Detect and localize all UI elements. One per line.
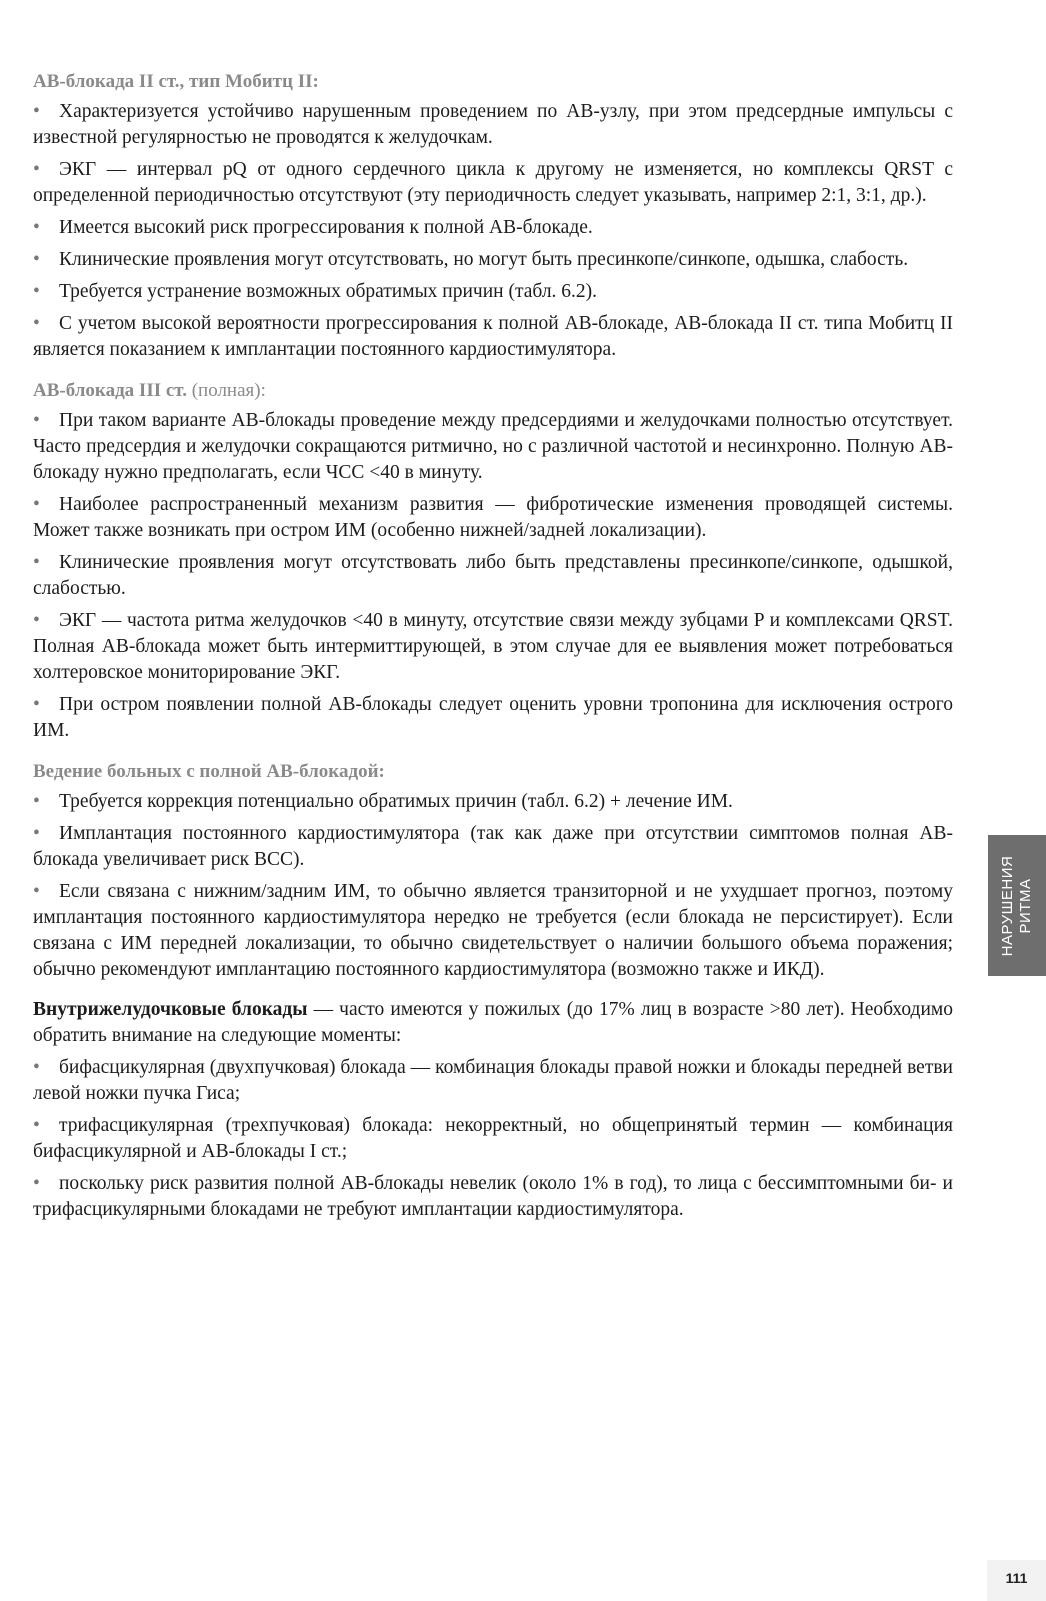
bullet-item xyxy=(33,408,953,486)
intro-paragraph xyxy=(33,997,953,1049)
bullet-item xyxy=(33,492,953,544)
bullet-text: ЭКГ — частота ритма желудочков <40 в минуту, отсутствие связи между зубцами P и комплексами QRST. Полная АВ-блокада может быть интермиттирующей, в этом случае для ее выявления может потребоваться холтеровское мониторирование ЭКГ. xyxy=(33,610,953,683)
bullet-text: Клинические проявления могут отсутствовать либо быть представлены пресинкопе/синкопе, одышкой, слабостью. xyxy=(33,552,953,599)
bullet-dot: • xyxy=(33,1057,40,1078)
bullet-text: бифасцикулярная (двухпучковая) блокада — комбинация блокады правой ножки и блокады передней ветви левой ножки пучка Гиса; xyxy=(33,1057,953,1104)
bullet-text: С учетом высокой вероятности прогрессирования к полной АВ-блокаде, АВ-блокада II ст. типа Мобитц II является показанием к имплантации постоянного кардиостимулятора. xyxy=(33,313,953,360)
bullet-text: Требуется устранение возможных обратимых причин (табл. 6.2). xyxy=(59,281,598,302)
bullet-list xyxy=(33,789,953,983)
bullet-text: ЭКГ — интервал pQ от одного сердечного цикла к другому не изменяется, но комплексы QRST с определенной периодичностью отсутствуют (эту периодичность следует указывать, например 2:1, 3:1, др.). xyxy=(33,159,953,206)
bullet-text: Клинические проявления могут отсутствовать, но могут быть пресинкопе/синкопе, одышка, слабость. xyxy=(59,249,909,270)
chapter-side-tab xyxy=(988,835,1046,976)
section-heading: Ведение больных с полной АВ-блокадой: xyxy=(33,761,385,782)
bullet-text: При остром появлении полной АВ-блокады следует оценить уровни тропонина для исключения острого ИМ. xyxy=(33,694,953,741)
bullet-dot: • xyxy=(33,791,40,812)
bullet-text: Имплантация постоянного кардиостимулятора (так как даже при отсутствии симптомов полная АВ-блокада увеличивает риск ВСС). xyxy=(33,823,953,870)
bullet-item xyxy=(33,821,953,873)
bullet-dot: • xyxy=(33,410,40,431)
bullet-item xyxy=(33,311,953,363)
bullet-dot: • xyxy=(33,313,40,334)
bullet-dot: • xyxy=(33,881,40,902)
bullet-text: трифасцикулярная (трехпучковая) блокада: некорректный, но общепринятый термин — комбинация бифасцикулярной и АВ-блокады I ст.; xyxy=(33,1115,953,1162)
page-content xyxy=(33,68,953,1237)
bullet-item xyxy=(33,215,953,241)
bullet-dot: • xyxy=(33,610,40,631)
bullet-dot: • xyxy=(33,823,40,844)
bullet-list xyxy=(33,99,953,363)
bullet-item xyxy=(33,157,953,209)
section-intraventricular xyxy=(33,997,953,1223)
bullet-dot: • xyxy=(33,249,40,270)
bullet-dot: • xyxy=(33,281,40,302)
bullet-dot: • xyxy=(33,494,40,515)
bullet-item xyxy=(33,692,953,744)
section-heading: АВ-блокада II ст., тип Мобитц II: xyxy=(33,71,319,92)
bullet-dot: • xyxy=(33,159,40,180)
bullet-dot: • xyxy=(33,217,40,238)
bullet-text: Имеется высокий риск прогрессирования к полной АВ-блокаде. xyxy=(59,217,593,238)
bullet-item xyxy=(33,1113,953,1165)
bullet-item xyxy=(33,99,953,151)
bullet-list xyxy=(33,408,953,744)
bullet-dot: • xyxy=(33,1173,40,1194)
bullet-text: Если связана с нижним/задним ИМ, то обычно является транзиторной и не ухудшает прогноз, поэтому имплантация постоянного кардиостимулятора нередко не требуется (если блокада не персистирует). Если связана с ИМ передней локализации, то обычно свидетельствует о наличии большого объема поражения; обычно рекомендуют имплантацию постоянного кардиостимулятора (возможно также и ИКД). xyxy=(33,881,953,980)
chapter-tab-label xyxy=(999,855,1035,956)
section-management xyxy=(33,758,953,983)
page-number: 111 xyxy=(1005,1570,1028,1586)
bullet-item xyxy=(33,279,953,305)
bullet-list xyxy=(33,1055,953,1223)
heading-sub: (полная): xyxy=(191,380,266,401)
heading-main: АВ-блокада III ст. xyxy=(33,380,187,401)
tab-line-1: НАРУШЕНИЯ xyxy=(999,855,1016,956)
bullet-text: Наиболее распространенный механизм развития — фибротические изменения проводящей системы. Может также возникать при остром ИМ (особенно нижней/задней локализации). xyxy=(33,494,953,541)
section-mobitz-2 xyxy=(33,68,953,363)
bullet-dot: • xyxy=(33,694,40,715)
bullet-dot: • xyxy=(33,101,40,122)
intro-term: Внутрижелудочковые блокады xyxy=(33,999,308,1020)
bullet-item xyxy=(33,608,953,686)
bullet-item xyxy=(33,789,953,815)
page-number-box xyxy=(987,1560,1046,1601)
bullet-item xyxy=(33,247,953,273)
bullet-item xyxy=(33,550,953,602)
bullet-dot: • xyxy=(33,1115,40,1136)
bullet-dot: • xyxy=(33,552,40,573)
bullet-text: поскольку риск развития полной АВ-блокады невелик (около 1% в год), то лица с бессимптомными би- и трифасцикулярными блокадами не требуют имплантации кардиостимулятора. xyxy=(33,1173,953,1220)
bullet-text: При таком варианте АВ-блокады проведение между предсердиями и желудочками полностью отсутствует. Часто предсердия и желудочки сокращаются ритмично, но с различной частотой и несинхронно. Полную АВ-блокаду нужно предполагать, если ЧСС <40 в минуту. xyxy=(33,410,953,483)
intro-text: — часто имеются у пожилых (до 17% лиц в возрасте >80 лет). Необходимо обратить внимание на следующие моменты: xyxy=(33,999,953,1046)
bullet-item xyxy=(33,879,953,983)
bullet-item xyxy=(33,1171,953,1223)
bullet-text: Характеризуется устойчиво нарушенным проведением по АВ-узлу, при этом предсердные импульсы с известной регулярностью не проводятся к желудочкам. xyxy=(33,101,953,148)
section-heading xyxy=(33,377,953,404)
bullet-item xyxy=(33,1055,953,1107)
tab-line-2: РИТМА xyxy=(1017,878,1034,933)
bullet-text: Требуется коррекция потенциально обратимых причин (табл. 6.2) + лечение ИМ. xyxy=(59,791,733,812)
section-av-block-3 xyxy=(33,377,953,744)
